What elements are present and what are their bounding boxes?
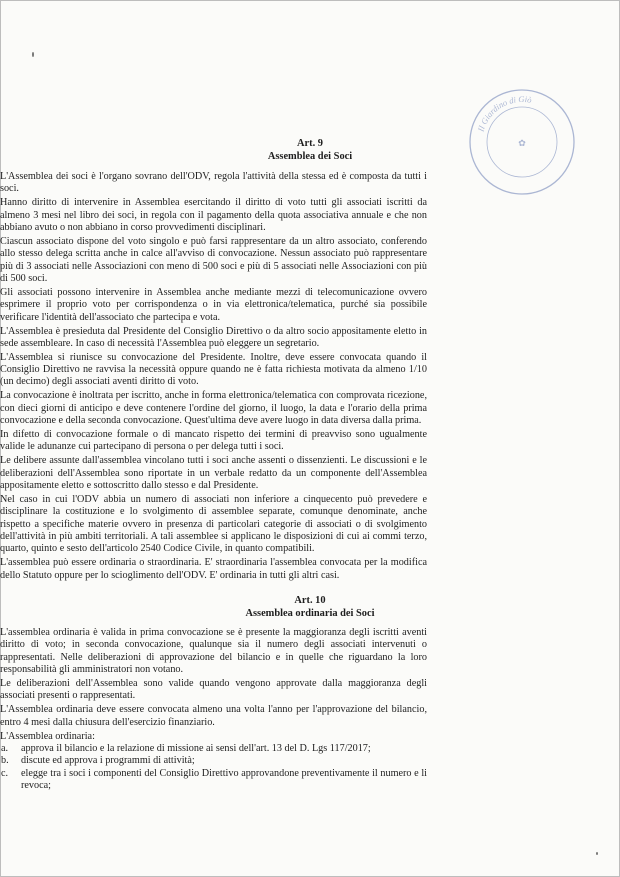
- art10-clause: [0, 678, 427, 703]
- scan-speck: [596, 852, 598, 855]
- subclause-item: [0, 768, 427, 793]
- svg-text:✿: ✿: [518, 138, 526, 148]
- art9-clause: [0, 352, 427, 389]
- subclause-letter: c.: [1, 767, 9, 779]
- subclause-item: [0, 743, 427, 755]
- art9-clause: [0, 197, 427, 234]
- clause-text: Gli associati possono intervenire in Assemblea anche mediante mezzi di telecomunicazione ovvero esprimere il proprio voto per corrispondenza o in via elettronica/telematica, purché sia possibile verificare l'identità dell'associato che partecipa e vota.: [0, 286, 427, 323]
- subclause-letter: b.: [1, 755, 9, 767]
- clause-text: L'Assemblea è presieduta dal Presidente del Consiglio Direttivo o da altro socio appositamente eletto in sede assembleare. In caso di necessità l'Assemblea può eleggere un segretario.: [0, 325, 427, 349]
- subclause-text: elegge tra i soci i componenti del Consiglio Direttivo approvandone preventivamente il numero e li revoca;: [21, 767, 427, 791]
- art10-clause: [0, 627, 427, 676]
- clause-text: Le delibere assunte dall'assemblea vincolano tutti i soci anche assenti o dissenzienti. Le discussioni e le deliberazioni dell'Assemblea sono riportate in un verbale redatto da un componente dell'Assemblea appositamente eletto e sottoscritto dallo stesso e dal Presidente.: [0, 455, 427, 491]
- clause-text: La convocazione è inoltrata per iscritto, anche in forma elettronica/telematica con comprovata ricezione, con dieci giorni di anticipo e deve contenere l'ordine del giorno, il luogo, la data e l'orario della prima convocazione e della seconda convocazione. Quest'ultima deve avere luogo in data diversa dalla prima.: [0, 390, 427, 427]
- clause-text: Hanno diritto di intervenire in Assemblea esercitando il diritto di voto tutti gli associati iscritti da almeno 3 mesi nel libro dei soci, in regola con il pagamento della quota associativa annuale e che non abbiano avuto o non abbiano in corso provvedimenti disciplinari.: [0, 197, 427, 233]
- clause-text: L'Assemblea dei soci è l'organo sovrano dell'ODV, regola l'attività della stessa ed è composta da tutti i soci.: [0, 171, 427, 195]
- clause-text: In difetto di convocazione formale o di mancato rispetto dei termini di preavviso sono ugualmente valide le adunanze cui partecipano di persona o per delega tutti i soci.: [0, 429, 427, 453]
- subclause-text: discute ed approva i programmi di attività;: [21, 755, 195, 767]
- stamp-text: Il Giardino di Giò: [475, 93, 533, 133]
- subclause-text: approva il bilancio e la relazione di missione ai sensi dell'art. 13 del D. Lgs 117/2017;: [21, 742, 371, 754]
- art10-clause: [0, 731, 427, 793]
- clause-text: L'assemblea ordinaria è valida in prima convocazione se è presente la maggioranza degli iscritti aventi diritto di voto; in seconda convocazione, qualunque sia il numero degli associati intervenuti o rappresentati. Nelle deliberazioni di approvazione del bilancio e in quelle che riguardano la loro responsabilità gli amministratori non votano.: [0, 627, 427, 676]
- svg-text:Il Giardino di Giò: [475, 94, 532, 134]
- art9-number: Art. 9: [297, 138, 323, 149]
- art9-clauses: [0, 171, 427, 584]
- art10-number: Art. 10: [294, 595, 326, 606]
- art9-clause: [0, 455, 427, 492]
- clause-text: Ciascun associato dispone del voto singolo e può farsi rappresentare da un altro associato, conferendo allo stesso delega scritta anche in calce all'avviso di convocazione. Nessun associato può rappresentare più di 3 associati nelle Associazioni con meno di 500 soci e più di 5 associati nelle Associazioni con più di 500 soci.: [0, 235, 427, 284]
- art9-clause: [0, 326, 427, 351]
- scan-speck: [32, 52, 34, 57]
- art9-clause: [0, 494, 427, 556]
- art9-clause: [0, 390, 427, 427]
- art9-clause: [0, 557, 427, 582]
- art10-subclauses: [0, 743, 427, 792]
- clause-text: Le deliberazioni dell'Assemblea sono valide quando vengono approvate dalla maggioranza degli associati presenti o rappresentati.: [0, 677, 427, 702]
- art9-clause: [0, 236, 427, 285]
- art9-clause: [0, 171, 427, 196]
- art10-clauses: [0, 627, 427, 794]
- art9-clause: [0, 429, 427, 454]
- clause-text: L'Assemblea ordinaria:: [0, 730, 95, 742]
- clause-text: Nel caso in cui l'ODV abbia un numero di associati non inferiore a cinquecento può prevedere e disciplinare la costituzione e lo svolgimento di assemblee separate, comunque denominate, anche rispetto a specifiche materie ovvero in presenza di particolari categorie di associati o di svolgimento dell'attività in più ambiti territoriali. A tali assemblee si applicano le disposizioni di cui ai commi terzo, quarto, quinto e sesto dell'articolo 2540 Codice Civile, in quanto compatibili.: [0, 493, 427, 555]
- art10-clause: [0, 704, 427, 729]
- clause-text: L'Assemblea ordinaria deve essere convocata almeno una volta l'anno per l'approvazione del bilancio, entro 4 mesi dalla chiusura dell'esercizio finanziario.: [0, 704, 427, 728]
- art9-title: Assemblea dei Soci: [267, 151, 353, 162]
- art9-clause: [0, 287, 427, 324]
- clause-text: L'Assemblea si riunisce su convocazione del Presidente. Inoltre, deve essere convocata quando il Consiglio Direttivo ne ravvisa la necessità oppure quando ne è fatta richiesta motivata da almeno 1/10 (un decimo) degli associati aventi diritto di voto.: [0, 351, 427, 388]
- art10-title: Assemblea ordinaria dei Soci: [245, 608, 375, 619]
- subclause-item: [0, 755, 427, 767]
- clause-text: L'assemblea può essere ordinaria o straordinaria. E' straordinaria l'assemblea convocata per la modifica dello Statuto oppure per lo scioglimento dell'ODV. E' ordinaria in tutti gli altri casi.: [0, 557, 427, 581]
- subclause-letter: a.: [1, 742, 9, 754]
